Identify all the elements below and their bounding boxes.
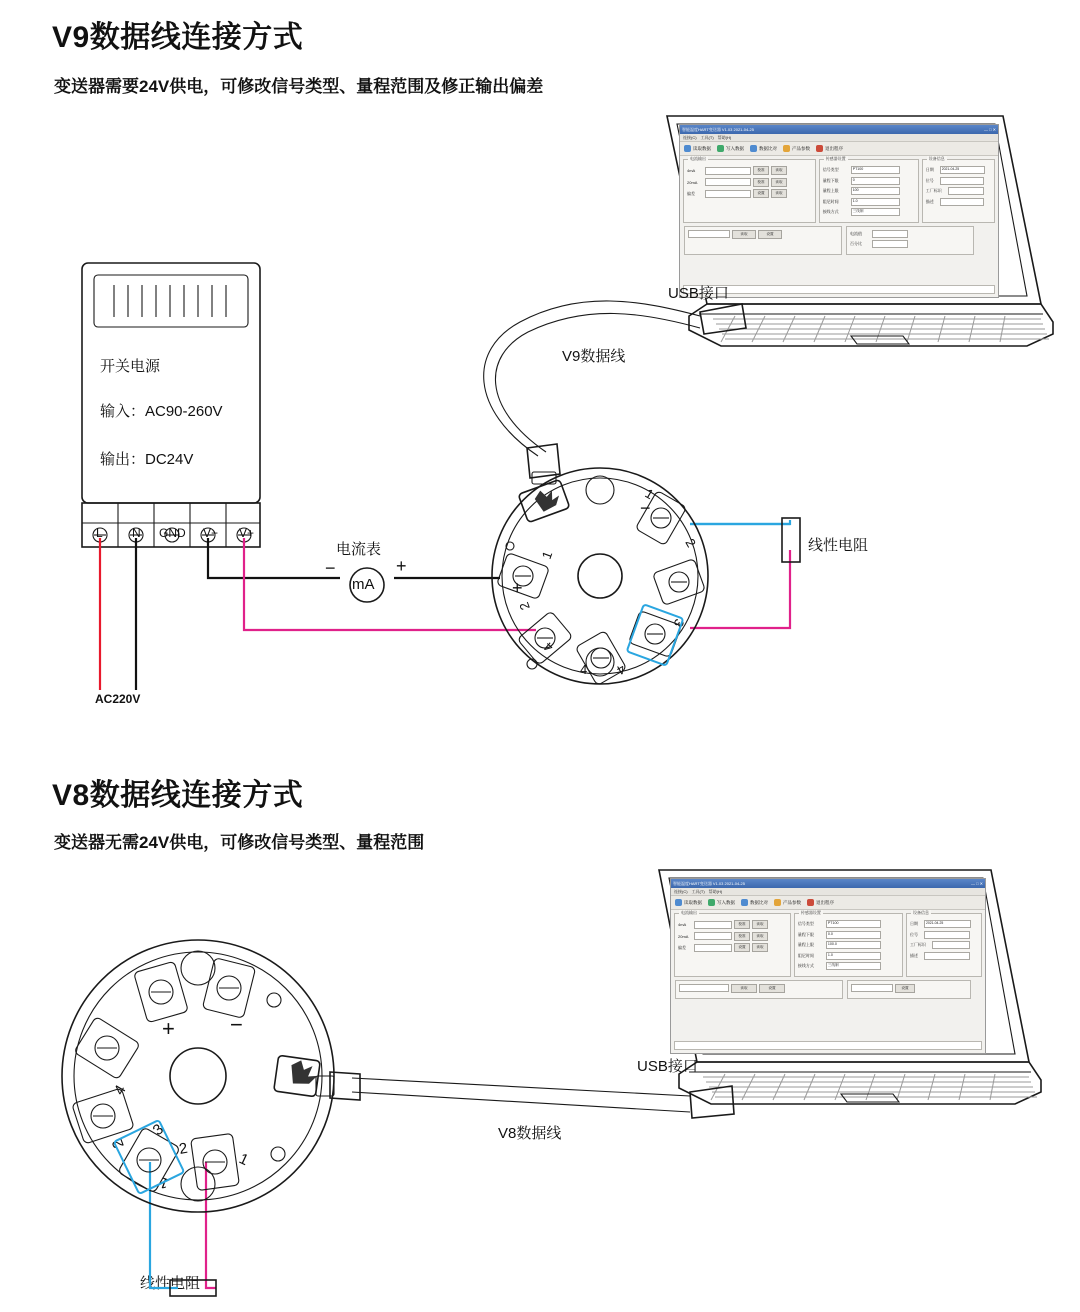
read-button[interactable]: 读取 [752,920,768,929]
psu-input-label: 输入：AC90-260V [100,403,223,420]
damping-input[interactable]: 1.0 [826,952,881,960]
signal-type-select[interactable]: PT100 [826,920,881,928]
usb-port-label-v8: USB接口 [637,1058,698,1075]
field-label: 偏差 [687,190,695,196]
ammeter-label: 电流表 [336,541,382,558]
read-button[interactable]: 读取 [771,166,787,175]
field-label: 工厂标识 [909,942,926,947]
window-buttons[interactable]: — □ ✕ [971,881,983,886]
toolbar-label: 写入数据 [717,899,735,905]
svg-text:2: 2 [516,600,533,613]
resistor-label-v8: 线性电阻 [140,1275,201,1292]
toolbar-label: 读取数据 [693,145,711,151]
range-low-input[interactable]: 0.0 [826,931,881,939]
menu-item-connect[interactable]: 连接(C) [674,888,688,894]
psu-title: 开关电源 [100,358,161,375]
menu-item-tools[interactable]: 工具(T) [700,134,714,140]
field-label: 20mA [678,933,689,939]
panel-caption: 电流输出 [681,910,697,915]
psu-output-label: 输出：DC24V [100,451,194,468]
set-measure-button[interactable]: 设置 [758,230,782,239]
cable-label-v8: V8数据线 [498,1125,562,1142]
menubar[interactable] [671,888,985,896]
menu-item-help[interactable]: 帮助(H) [717,134,732,140]
svg-text:4: 4 [540,639,556,656]
calibrate-button[interactable]: 校准 [753,178,769,187]
field-label: 量程上限 [822,188,839,193]
field-label: 量程上限 [797,942,814,947]
svg-text:4: 4 [614,661,628,679]
section-title-v9: V9数据线连接方式 [52,21,304,54]
menu-item-tools[interactable]: 工具(T) [691,888,705,894]
section-subtitle-v9: 变送器需要24V供电，可修改信号类型、量程范围及修正输出偏差 [54,77,544,96]
terminal-label-l: L [96,526,103,540]
wiring-select[interactable]: 三线制 [851,208,900,216]
menu-item-connect[interactable]: 连接(C) [683,134,697,140]
read-measure-button[interactable]: 读取 [731,984,757,993]
window-title: 智能温度HART变送器 V1.03 2021-04-25 [682,126,754,132]
toolbar-label: 产品参数 [783,899,801,905]
read-button[interactable]: 读取 [752,943,768,952]
field-label: 接线方式 [822,209,839,214]
ammeter-plus: + [396,556,407,576]
field-label: 位号 [925,177,934,183]
svg-text:2: 2 [682,536,700,550]
field-label: 阻尼时间 [822,198,839,204]
field-label: 4mA [678,922,687,927]
signal-type-select[interactable]: PT100 [851,166,900,174]
svg-text:1: 1 [157,1173,172,1193]
svg-text:−: − [640,498,651,518]
field-label: 信号类型 [797,921,814,926]
range-low-input[interactable]: 0 [851,177,900,185]
svg-text:+: + [162,1016,175,1041]
menu-item-help[interactable]: 帮助(H) [708,888,723,894]
terminal-label-n: N [132,526,141,540]
field-label: 量程下限 [822,177,839,183]
toolbar-label: 退出程序 [825,145,843,151]
set-button[interactable]: 设置 [734,943,750,952]
toolbar-label: 退出程序 [816,899,834,905]
wiring-select[interactable]: 三线制 [826,962,881,970]
field-label: 接线方式 [797,963,814,968]
calibrate-button[interactable]: 校准 [734,920,750,929]
section-subtitle-v8: 变送器无需24V供电，可修改信号类型、量程范围 [54,833,425,852]
read-measure-button[interactable]: 读取 [732,230,756,239]
svg-text:3: 3 [670,616,688,629]
field-label: 20mA [687,179,698,185]
field-label: 百分比 [850,241,862,246]
window-title: 智能温度HART变送器 V1.03 2021-04-25 [673,880,745,886]
wiring-diagram-v8 [0,900,1080,1312]
field-label: 描述 [925,198,934,204]
toolbar-label: 写入数据 [726,145,744,151]
window-buttons[interactable]: — □ ✕ [984,127,996,132]
field-label: 阻尼时间 [797,952,814,958]
set-button[interactable]: 设置 [753,189,769,198]
svg-text:4: 4 [580,662,588,677]
svg-text:3: 3 [149,1120,167,1140]
cable-label-v9: V9数据线 [562,348,626,365]
ammeter-minus: − [325,558,336,578]
panel-caption: 传感器设置 [800,910,821,915]
terminal-label-gnd: GND [159,526,186,540]
calibrate-button[interactable]: 校准 [734,932,750,941]
svg-text:+: + [512,578,523,598]
apply-button[interactable]: 设置 [895,984,915,993]
svg-text:4: 4 [110,1082,130,1098]
calibrate-button[interactable]: 校准 [753,166,769,175]
set-measure-button[interactable]: 设置 [759,984,785,993]
resistor-label-v9: 线性电阻 [808,537,869,554]
panel-caption: 传感器设置 [825,156,846,161]
field-label: 日期 [925,167,934,172]
field-label: 位号 [909,931,918,937]
field-label: 信号类型 [822,167,839,172]
field-label: 电流值 [850,230,862,236]
svg-text:2: 2 [108,1136,128,1151]
field-label: 描述 [909,952,918,958]
section-title-v8: V8数据线连接方式 [52,779,304,812]
svg-text:−: − [230,1012,243,1037]
ammeter-symbol: mA [352,576,375,593]
read-button[interactable]: 读取 [771,189,787,198]
field-label: 量程下限 [797,931,814,937]
panel-caption: 电流输出 [690,156,706,161]
read-button[interactable]: 读取 [771,178,787,187]
date-input[interactable]: 2021-04-25 [924,920,971,928]
toolbar-label: 数据比对 [759,145,777,151]
field-label: 4mA [687,168,696,173]
terminal-label-vplus: V+ [239,526,255,540]
svg-text:1: 1 [538,549,556,562]
range-high-input[interactable]: 100.0 [826,941,881,949]
wiring-diagram-v9 [0,100,1080,720]
date-input[interactable]: 2021-04-25 [940,166,985,174]
range-high-input[interactable]: 100 [851,187,900,195]
terminal-label-vminus: V− [203,526,219,540]
toolbar-label: 产品参数 [792,145,810,151]
svg-text:2: 2 [177,1139,189,1158]
svg-text:1: 1 [236,1150,252,1170]
svg-text:1: 1 [642,485,657,503]
field-label: 偏差 [678,944,686,950]
field-label: 工厂标识 [925,188,942,193]
damping-input[interactable]: 1.0 [851,198,900,206]
usb-port-label-v9: USB接口 [668,285,729,302]
panel-caption: 设备信息 [912,910,929,915]
toolbar-label: 读取数据 [684,899,702,905]
field-label: 日期 [909,921,918,926]
read-button[interactable]: 读取 [752,932,768,941]
panel-caption: 设备信息 [928,156,945,161]
toolbar-label: 数据比对 [750,899,768,905]
mains-label: AC220V [95,692,141,706]
window-titlebar [671,879,985,888]
